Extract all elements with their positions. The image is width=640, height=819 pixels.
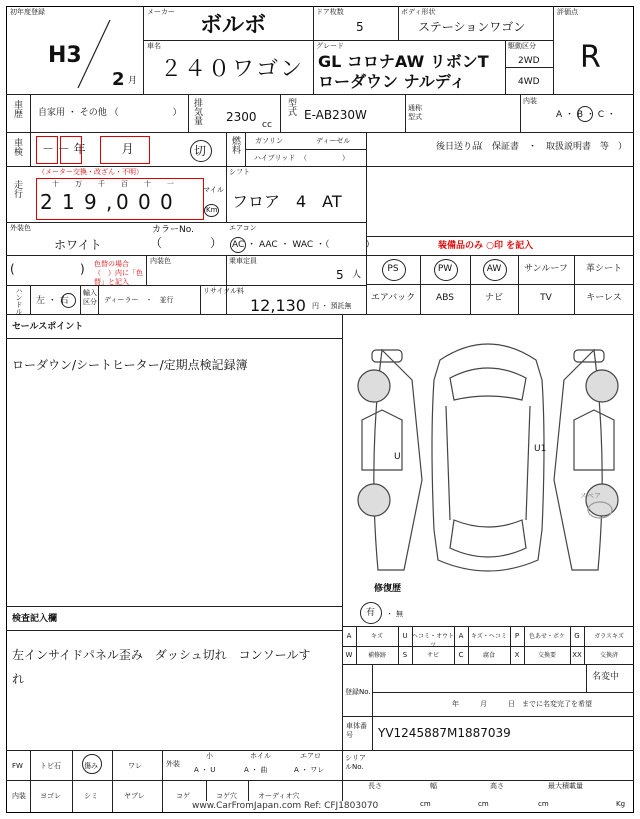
- legend-desc: ヘコミ・オウトツ: [412, 633, 455, 649]
- car-no-label: 車体番号: [346, 722, 367, 739]
- color-change-note: 色替の場合 （ ）内に「色替」と記入: [94, 260, 143, 286]
- frame-bottom: [6, 812, 634, 813]
- yogore: ヨゴレ: [40, 792, 61, 800]
- mileage-note: （メーター交換・改ざん・不明）: [38, 168, 143, 176]
- grade-line2: ローダウン ナルディ: [318, 72, 466, 91]
- equipment-item: 革シート: [585, 264, 622, 274]
- ac: AC ・ AAC ・ WAC ・（ ）: [232, 240, 375, 250]
- capacity-unit: 人: [352, 270, 362, 280]
- doors-label: ドア枚数: [316, 8, 344, 16]
- transfer-items: （ 保証書 ・ 取扱説明書 等 ）: [474, 142, 628, 152]
- rule: [586, 664, 587, 692]
- rule: [505, 67, 553, 68]
- repair-label: 修復歴: [374, 584, 402, 594]
- odometer-digit: 1: [62, 190, 75, 214]
- displacement: 2300: [226, 110, 257, 124]
- rule: [188, 94, 189, 132]
- fuel-hybrid: ハイブリッド: [254, 154, 296, 162]
- rule: [146, 255, 147, 285]
- rule: [342, 626, 634, 627]
- rule: [6, 314, 634, 315]
- reg-month: 2: [112, 69, 125, 90]
- height-label: 高さ: [490, 782, 504, 790]
- import-label: 輸入区分: [83, 289, 97, 306]
- legend-desc: キズ・ヘコミ: [471, 633, 507, 640]
- reg-year: H3: [48, 43, 82, 68]
- transfer-label: 後日送り品: [436, 142, 482, 152]
- inspection-notes-line1: 左インサイドパネル歪み ダッシュ切れ コンソールす: [12, 648, 311, 662]
- legend-desc: 補修跡: [367, 652, 386, 659]
- equipment-circle: [483, 259, 507, 281]
- car-name: ２４０ワゴン: [160, 57, 305, 82]
- legend-desc: ガラスキズ: [594, 633, 624, 640]
- legend-code: XX: [572, 651, 582, 659]
- ac-circle: [230, 237, 246, 253]
- stamp-cut: 切: [194, 144, 207, 158]
- score-label: 評価点: [557, 8, 578, 16]
- odometer-unit-label: 一: [167, 180, 174, 188]
- small: 小: [206, 752, 213, 760]
- serial-label: シリアルNo.: [345, 754, 366, 771]
- import: ディーラー ・ 並行: [104, 296, 174, 304]
- rule: [342, 716, 634, 717]
- model: E-AB230W: [304, 108, 367, 122]
- rule: [372, 664, 373, 750]
- rule: [226, 255, 227, 314]
- odometer-unit-label: 千: [98, 180, 105, 188]
- equipment-item: キーレス: [586, 293, 622, 303]
- paren-close: ): [80, 262, 85, 276]
- width-label: 幅: [430, 782, 437, 790]
- odometer-unit-label: 百: [121, 180, 128, 188]
- rule: [398, 6, 399, 40]
- rule: [553, 6, 554, 94]
- equipment-item: エアバック: [370, 293, 416, 303]
- rule: [143, 6, 144, 94]
- reg-no-label: 登録No.: [345, 688, 371, 696]
- recycle-label: リサイクル料: [203, 287, 245, 295]
- color-no-label: カラーNo.: [152, 225, 194, 235]
- equipment-label: 装備品のみ ○印 を記入: [438, 241, 534, 251]
- rule: [245, 149, 366, 150]
- koge: コゲ: [176, 792, 190, 800]
- length-unit: cm: [420, 800, 431, 808]
- body-type: ステーションワゴン: [418, 20, 526, 34]
- equipment-item: AW: [486, 264, 502, 274]
- drive-2wd: 2WD: [518, 56, 540, 66]
- rule: [6, 222, 366, 223]
- handle: 左 ・ 右: [36, 296, 69, 306]
- rule: [372, 692, 634, 693]
- odometer-digit: 0: [116, 190, 129, 214]
- rule: [6, 166, 634, 167]
- fw-label: FW: [12, 762, 23, 770]
- rule: [112, 750, 113, 812]
- repair-yes: 有: [366, 608, 376, 618]
- fuel-gas: ガソリン: [255, 137, 283, 145]
- history: 自家用 ・ その他 （ ）: [38, 108, 182, 118]
- maker: ボルボ: [200, 13, 267, 38]
- wheel-opts: A ・ 曲: [244, 766, 268, 774]
- equipment-item: PW: [437, 264, 453, 274]
- legend-desc: サビ: [426, 652, 439, 659]
- rule: [342, 664, 634, 665]
- rule: [72, 750, 73, 812]
- fuel-diesel: ディーゼル: [316, 137, 351, 145]
- small-opts: A ・ U: [194, 766, 216, 774]
- equipment-item: サンルーフ: [524, 264, 568, 274]
- color-no: （ ）: [150, 236, 223, 250]
- shimi: シミ: [84, 792, 98, 800]
- kogeana: コゲ穴: [216, 792, 237, 800]
- inner-color-label: 内装色: [150, 257, 171, 265]
- rule: [6, 750, 634, 751]
- legend-code: C: [458, 651, 464, 659]
- rule: [6, 338, 342, 339]
- legend-code: U: [402, 632, 408, 640]
- legend-code: A: [458, 632, 464, 640]
- car-no: YV1245887M1887039: [378, 726, 511, 740]
- interior-label: 内装: [523, 97, 537, 105]
- odometer-unit-label: 十: [52, 180, 59, 188]
- odometer-digit: 9: [84, 190, 97, 214]
- legend-code: X: [514, 651, 520, 659]
- frame-top: [6, 6, 634, 7]
- kyu-circle: [82, 754, 102, 774]
- equipment-item: ABS: [436, 293, 454, 303]
- equipment-item: PS: [387, 264, 399, 274]
- legend-code: S: [402, 651, 408, 659]
- tobi: トビ石: [40, 762, 61, 770]
- drive-label: 駆動区分: [508, 42, 536, 50]
- mile-unit: マイル: [203, 186, 224, 194]
- odometer-digit: 2: [40, 190, 53, 214]
- frame-left: [6, 6, 7, 812]
- spare-label: スペア: [580, 492, 601, 500]
- legend-code: P: [514, 632, 520, 640]
- legend-desc: 交換済: [599, 652, 618, 659]
- rule: [30, 94, 31, 166]
- yabure: ヤブレ: [124, 792, 145, 800]
- repair-dot: ・: [386, 610, 393, 618]
- displacement-label: 排気量: [192, 98, 202, 125]
- nai-label: 内装: [12, 792, 26, 800]
- recycle: 12,130: [250, 296, 306, 315]
- rule: [405, 94, 406, 132]
- rule: [162, 750, 163, 812]
- stamp-circle: [190, 140, 212, 162]
- rule: [342, 646, 634, 647]
- width-unit: cm: [478, 800, 489, 808]
- interior-grades: A ・ B ・ C ・: [556, 110, 616, 120]
- aero: エアロ: [300, 752, 321, 760]
- name-change: 名変中: [592, 672, 620, 682]
- kyu: 傷み: [84, 762, 98, 770]
- odometer-digit: 0: [160, 190, 173, 214]
- sales-points-label: セールスポイント: [12, 322, 84, 332]
- drive-4wd: 4WD: [518, 77, 540, 87]
- wheel: ホイル: [250, 752, 271, 760]
- rule: [366, 132, 367, 314]
- rule: [313, 6, 314, 94]
- legend-desc: 腐食: [482, 652, 495, 659]
- rule: [6, 630, 342, 631]
- rule: [98, 285, 99, 314]
- history-label: 車歴: [12, 100, 22, 118]
- car-name-label: 車名: [147, 42, 161, 50]
- audio: オーディオ穴: [258, 792, 300, 800]
- rule: [280, 94, 281, 132]
- repair-circle: [360, 602, 382, 624]
- inspection-notes-line2: れ: [12, 672, 25, 686]
- grade-line1: GL コロナAW リボンT: [318, 52, 489, 71]
- paren-open: (: [10, 262, 15, 276]
- rule: [6, 255, 634, 256]
- mark-u1: U1: [534, 444, 547, 454]
- circle-mark: [577, 106, 593, 122]
- height-unit: cm: [538, 800, 549, 808]
- km-circle: [204, 204, 219, 217]
- odometer-unit-label: 十: [144, 180, 151, 188]
- rule: [520, 94, 521, 132]
- length-label: 長さ: [368, 782, 382, 790]
- reg-year-label: 初年度登録: [10, 8, 45, 16]
- rule: [6, 132, 634, 133]
- equipment-circle: [382, 259, 406, 281]
- rule: [143, 40, 553, 41]
- legend-code: G: [574, 632, 580, 640]
- gaiso: 外装: [166, 760, 180, 768]
- watermark: www.CarFromJapan.com Ref: CFJ1803070: [192, 801, 379, 811]
- ware: ワレ: [128, 762, 142, 770]
- recycle-unit: 円 ・ 預託無: [312, 302, 352, 310]
- inspection-label: 車検: [12, 138, 22, 156]
- repair-no: 無: [396, 610, 403, 618]
- legend-code: A: [346, 632, 352, 640]
- car-diagram: [342, 320, 634, 600]
- handle-label: ハンドル: [15, 287, 23, 315]
- weight-label: 最大積載量: [548, 782, 583, 790]
- km-unit: Km: [206, 206, 218, 214]
- displacement-unit: cc: [262, 120, 272, 130]
- rule: [200, 285, 201, 314]
- rule: [30, 285, 31, 314]
- ext-color-label: 外装色: [10, 224, 31, 232]
- month-suffix: 月: [128, 76, 138, 86]
- capacity: 5: [336, 268, 344, 282]
- handle-circle: [61, 293, 76, 308]
- reg-date: 年 月 日 までに名変完了を希望: [452, 700, 592, 708]
- maker-label: メーカー: [147, 8, 175, 16]
- fuel-paren: （ ）: [300, 154, 349, 162]
- inspection-notes-label: 検査記入欄: [12, 614, 58, 624]
- capacity-label: 乗車定員: [229, 257, 257, 265]
- legend-desc: 色あせ・ボケ: [528, 633, 565, 640]
- shift-label: シフト: [229, 168, 250, 176]
- legend-desc: キズ: [371, 633, 383, 640]
- rule: [6, 780, 634, 781]
- equipment-item: ナビ: [484, 293, 503, 303]
- grade-label: グレード: [316, 42, 344, 50]
- rule: [30, 750, 31, 812]
- inspection-value: － － 年 月: [42, 142, 134, 156]
- ext-color: ホワイト: [54, 238, 102, 252]
- mileage-label: 走行: [12, 180, 22, 198]
- body-label: ボディ形状: [401, 8, 436, 16]
- shift: フロア 4 AT: [232, 192, 342, 211]
- weight-unit: Kg: [616, 800, 626, 808]
- rule: [366, 236, 634, 237]
- rule: [366, 284, 634, 285]
- legend-code: W: [345, 651, 353, 659]
- equipment-item: TV: [540, 293, 552, 303]
- rule: [80, 285, 81, 314]
- model-label: 型式: [286, 98, 296, 116]
- fuel-label: 燃料: [230, 136, 240, 154]
- rule: [6, 606, 342, 607]
- rule: [226, 132, 227, 222]
- odometer-unit-label: 万: [75, 180, 82, 188]
- aero-opts: A ・ ワレ: [294, 766, 325, 774]
- score: R: [580, 40, 601, 75]
- ac-label: エアコン: [229, 224, 257, 232]
- legend-desc: 交換要: [537, 652, 556, 659]
- rule: [6, 94, 634, 95]
- spec-label: 通称型式: [408, 104, 422, 121]
- doors: 5: [356, 20, 364, 34]
- rule: [6, 285, 366, 286]
- odometer-digit: 0: [138, 190, 151, 214]
- odometer-digit: ,: [106, 190, 113, 214]
- sales-points-text: ローダウン/シートヒーター/定期点検記録簿: [12, 358, 248, 372]
- mark-u: U: [394, 452, 401, 462]
- equipment-circle: [434, 259, 458, 281]
